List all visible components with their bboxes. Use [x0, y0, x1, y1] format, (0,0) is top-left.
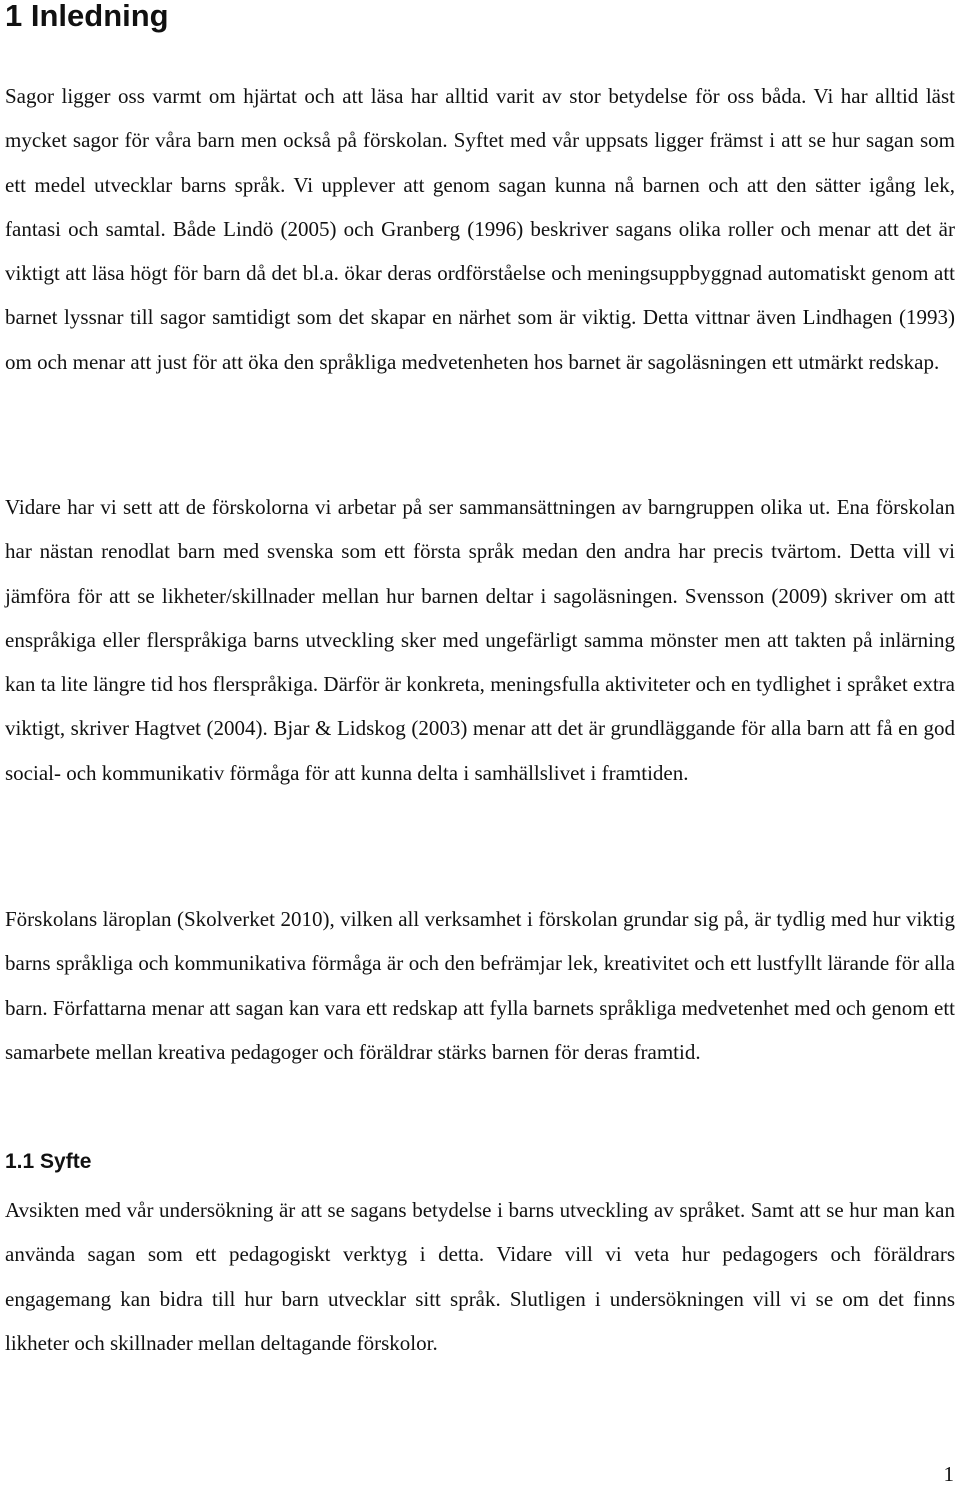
- chapter-heading: 1 Inledning: [5, 0, 169, 33]
- page-number: 1: [943, 1462, 954, 1486]
- intro-paragraph-2: Vidare har vi sett att de förskolorna vi arbetar på ser sammansättningen av barngruppen olika ut. Ena förskolan har nästan renodlat barn med svenska som ett första språk medan den andra har precis tvärtom. Detta vill vi jämföra för att se likheter/skillnader mellan hur barnen deltar i sagoläsningen. Svensson (2009) skriver om att enspråkiga eller flerspråkiga barns utveckling sker med ungefärligt samma mönster men att takten på inlärning kan ta lite längre tid hos flerspråkiga. Därför är konkreta, meningsfulla aktiviteter och en tydlighet i språket extra viktigt, skriver Hagtvet (2004). Bjar & Lidskog (2003) menar att det är grundläggande för alla barn att få en god social- och kommunikativ förmåga för att kunna delta i samhällslivet i framtiden.: [5, 495, 955, 785]
- intro-paragraph-1: Sagor ligger oss varmt om hjärtat och att läsa har alltid varit av stor betydelse för oss båda. Vi har alltid läst mycket sagor för våra barn men också på förskolan. Syftet med vår uppsats ligger främst i att se hur sagan som ett medel utvecklar barns språk. Vi upplever att genom sagan kunna nå barnen och att den sätter igång lek, fantasi och samtal. Både Lindö (2005) och Granberg (1996) beskriver sagans olika roller och menar att det är viktigt att läsa högt för barn då det bl.a. ökar deras ordförståelse och meningsuppbyggnad automatiskt genom att barnet lyssnar till sagor samtidigt som det skapar en närhet som är viktig. Detta vittnar även Lindhagen (1993) om och menar att just för att öka den språkliga medvetenheten hos barnet är sagoläsningen ett utmärkt redskap.: [5, 84, 955, 374]
- purpose-paragraph: Avsikten med vår undersökning är att se sagans betydelse i barns utveckling av språket. Samt att se hur man kan använda sagan som ett pedagogiskt verktyg i detta. Vidare vill vi veta hur pedagogers och föräldrars engagemang kan bidra till hur barn utvecklar sitt språk. Slutligen i undersökningen vill vi se om det finns likheter och skillnader mellan deltagande förskolor.: [5, 1198, 955, 1355]
- section-heading-syfte: 1.1 Syfte: [5, 1150, 92, 1173]
- intro-paragraph-3: Förskolans läroplan (Skolverket 2010), vilken all verksamhet i förskolan grundar sig på, är tydlig med hur viktig barns språkliga och kommunikativa förmåga är och den befrämjar lek, kreativitet och ett lustfyllt lärande för alla barn. Författarna menar att sagan kan vara ett redskap att fylla barnets språkliga medvetenhet med och genom ett samarbete mellan kreativa pedagoger och föräldrar stärks barnen för deras framtid.: [5, 907, 955, 1064]
